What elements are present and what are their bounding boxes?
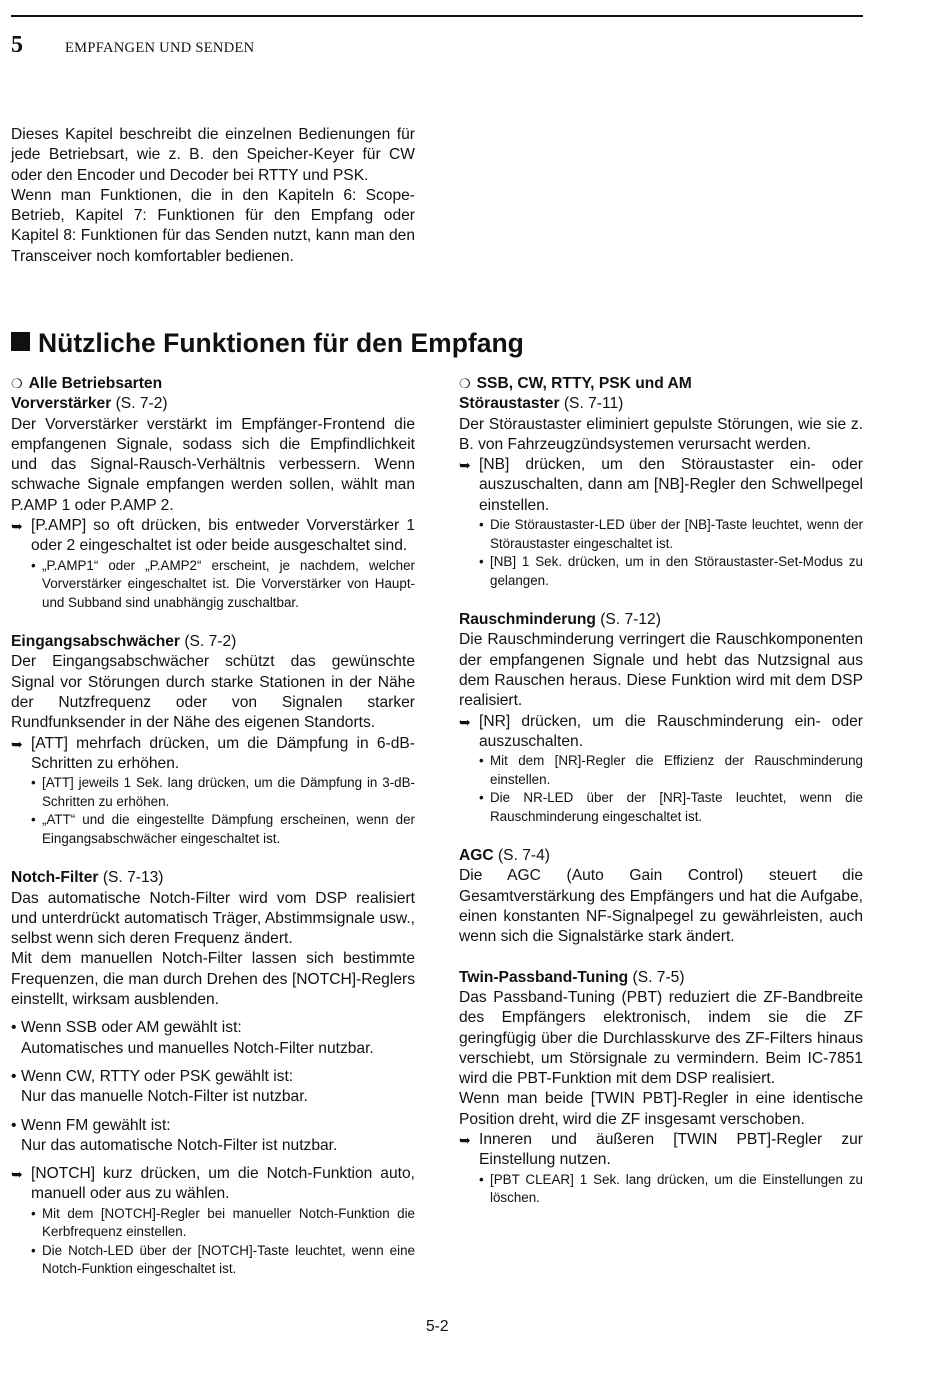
feature-heading — [459, 846, 863, 866]
action-step — [459, 1130, 863, 1171]
action-text: Inneren und äußeren [TWIN PBT]-Regler zur Einstellung nutzen. — [479, 1131, 863, 1169]
feature-body: Der Vorverstärker verstärkt im Empfänger-Frontend die empfangenen Signale, sodass sich die Empfindlichkeit und das Signal-Rausch-Verhältnis verbessern. Wenn schwache Signale empfangen werden sollen, wählt man P.AMP 1 oder P.AMP 2. — [11, 415, 415, 514]
intro-paragraph: Dieses Kapitel beschreibt die einzelnen Bedienungen für jede Betriebsart, wie z. B. den Speicher-Keyer für CW oder den Encoder und Decoder bei RTTY und PSK. — [11, 126, 415, 184]
mode-case — [11, 1116, 415, 1157]
note-text: Die NR-LED über der [NR]-Taste leuchtet, wenn die Rauschminderung eingeschaltet ist. — [490, 790, 863, 824]
left-column — [11, 374, 415, 1279]
bullet-icon: • — [31, 1205, 36, 1221]
page-number: 5-2 — [426, 1318, 449, 1335]
action-text: [NB] drücken, um den Störaustaster ein- oder auszuschalten, dann am [NB]-Regler den Schwellpegel einstellen. — [479, 456, 863, 514]
note-text: Die Notch-LED über der [NOTCH]-Taste leuchtet, wenn eine Notch-Funktion eingeschaltet ist. — [42, 1242, 415, 1277]
note-text: „ATT“ und die eingestellte Dämpfung erscheinen, wenn der Eingangsabschwächer eingeschaltet ist. — [42, 812, 415, 846]
bullet-icon: • — [31, 557, 36, 573]
bullet-icon: • — [11, 1067, 17, 1085]
bullet-icon: • — [479, 1171, 484, 1187]
feature-heading — [459, 968, 863, 988]
page-reference: (S. 7-2) — [180, 633, 237, 651]
bullet-icon: • — [479, 753, 484, 769]
case-condition: Wenn FM gewählt ist: — [21, 1116, 171, 1134]
header-rule — [11, 15, 863, 17]
section-title-text: Nützliche Funktionen für den Empfang — [38, 328, 524, 358]
chapter-title: EMPFANGEN UND SENDEN — [65, 40, 255, 56]
case-condition: Wenn SSB oder AM gewählt ist: — [21, 1019, 242, 1037]
note-item — [459, 789, 863, 826]
mode-heading-text: Alle Betriebsarten — [28, 375, 163, 392]
note-item — [11, 811, 415, 848]
page-reference: (S. 7-4) — [493, 847, 550, 865]
page-reference: (S. 7-5) — [628, 968, 685, 986]
page-reference: (S. 7-2) — [111, 395, 168, 413]
arrow-right-icon: ➥ — [459, 457, 471, 474]
bullet-icon: • — [479, 517, 484, 533]
feature-title: Störaustaster — [459, 395, 560, 413]
mode-heading — [459, 374, 863, 394]
note-item — [11, 1242, 415, 1279]
feature-body: Der Störaustaster eliminiert gepulste Störungen, wie sie z. B. von Fahrzeugzündsystemen verursacht werden. — [459, 415, 863, 453]
feature-body: Mit dem manuellen Notch-Filter lassen sich bestimmte Frequenzen, die man durch Drehen des [NOTCH]-Reglers einstellt, wirksam ausblenden. — [11, 950, 415, 1009]
note-text: Die Störaustaster-LED über der [NB]-Taste leuchtet, wenn der Störaustaster eingeschaltet ist. — [490, 517, 863, 551]
feature-heading — [459, 394, 863, 414]
note-item — [459, 1171, 863, 1208]
page-reference: (S. 7-11) — [559, 395, 624, 413]
case-result: Nur das automatische Notch-Filter ist nutzbar. — [21, 1136, 338, 1154]
feature-title: Notch-Filter — [11, 869, 99, 887]
note-text: „P.AMP1“ oder „P.AMP2“ erscheint, je nachdem, welcher Vorverstärker eingeschaltet ist. Die Vorverstärker von Haupt- und Subband sind unabhängig zuschaltbar. — [42, 557, 415, 610]
action-step — [11, 1164, 415, 1205]
bullet-icon: • — [31, 812, 36, 828]
square-bullet-icon — [11, 332, 30, 351]
feature-heading — [11, 394, 415, 414]
section-title — [11, 328, 524, 359]
circle-outline-icon: ❍ — [11, 376, 23, 391]
feature-body: Das automatische Notch-Filter wird vom DSP realisiert und unterdrückt automatisch Träger, Abstimmsignale usw., selbst wenn sich deren Frequenz ändert. — [11, 889, 415, 948]
feature-body: Die Rauschminderung verringert die Rauschkomponenten der empfangenen Signale und hebt das Nutzsignal aus dem Rauschen heraus. Diese Funktion wird mit dem DSP realisiert. — [459, 631, 863, 710]
chapter-number: 5 — [11, 32, 23, 58]
feature-title: Eingangsabschwächer — [11, 633, 180, 651]
bullet-icon: • — [11, 1019, 17, 1037]
feature-body: Die AGC (Auto Gain Control) steuert die Gesamtverstärkung des Empfängers und hat die Aufgabe, einen konstanten NF-Signalpegel zu gewährleisten, auch wenn sich die Signalstärke stark ändert. — [459, 867, 863, 946]
bullet-icon: • — [479, 790, 484, 806]
action-text: [NOTCH] kurz drücken, um die Notch-Funktion auto, manuell oder aus zu wählen. — [31, 1165, 415, 1203]
circle-outline-icon: ❍ — [459, 376, 471, 391]
action-step — [459, 455, 863, 516]
case-result: Automatisches und manuelles Notch-Filter nutzbar. — [21, 1039, 374, 1057]
mode-case — [11, 1067, 415, 1108]
arrow-right-icon: ➥ — [459, 1132, 471, 1149]
bullet-icon: • — [31, 775, 36, 791]
note-text: [PBT CLEAR] 1 Sek. lang drücken, um die Einstellungen zu löschen. — [490, 1171, 863, 1206]
mode-case — [11, 1018, 415, 1059]
feature-title: AGC — [459, 847, 494, 865]
bullet-icon: • — [11, 1116, 17, 1134]
feature-title: Vorverstärker — [11, 395, 112, 413]
feature-heading — [11, 868, 415, 888]
arrow-right-icon: ➥ — [459, 713, 471, 730]
action-text: [P.AMP] so oft drücken, bis entweder Vorverstärker 1 oder 2 eingeschaltet ist oder beide ausgeschaltet sind. — [31, 517, 415, 555]
action-step — [11, 734, 415, 775]
note-text: Mit dem [NOTCH]-Regler bei manueller Notch-Funktion die Kerbfrequenz einstellen. — [42, 1205, 415, 1240]
arrow-right-icon: ➥ — [11, 1166, 23, 1183]
bullet-icon: • — [31, 1242, 36, 1258]
note-text: [NB] 1 Sek. drücken, um in den Störaustaster-Set-Modus zu gelangen. — [490, 554, 863, 588]
note-item — [11, 1205, 415, 1242]
action-step — [11, 516, 415, 557]
case-condition: Wenn CW, RTTY oder PSK gewählt ist: — [21, 1067, 294, 1085]
page-reference: (S. 7-12) — [595, 611, 661, 629]
feature-heading — [459, 610, 863, 630]
feature-body: Der Eingangsabschwächer schützt das gewünschte Signal vor Störungen durch starke Stationen in der Nähe der Nutzfrequenz oder von Signalen starker Rundfunksender in der Nähe des eigenen Standorts. — [11, 653, 415, 732]
note-item — [459, 516, 863, 553]
intro-paragraph: Wenn man Funktionen, die in den Kapiteln 6: Scope-Betrieb, Kapitel 7: Funktionen für den Empfang oder Kapitel 8: Funktionen für das Senden nutzt, kann man den Transceiver noch komfortabler bedienen. — [11, 186, 415, 265]
feature-heading — [11, 632, 415, 652]
action-text: [ATT] mehrfach drücken, um die Dämpfung in 6-dB-Schritten zu erhöhen. — [31, 734, 415, 772]
action-text: [NR] drücken, um die Rauschminderung ein- oder auszuschalten. — [479, 712, 863, 750]
note-item — [11, 774, 415, 811]
action-step — [459, 712, 863, 753]
page-reference: (S. 7-13) — [98, 869, 164, 887]
case-result: Nur das manuelle Notch-Filter ist nutzbar. — [21, 1088, 308, 1106]
arrow-right-icon: ➥ — [11, 518, 23, 535]
note-text: [ATT] jeweils 1 Sek. lang drücken, um die Dämpfung in 3-dB-Schritten zu erhöhen. — [42, 775, 415, 809]
note-item — [459, 752, 863, 789]
intro — [11, 125, 415, 267]
feature-body: Wenn man beide [TWIN PBT]-Regler in eine identische Position dreht, wird die ZF insgesamt verschoben. — [459, 1090, 863, 1128]
mode-heading — [11, 374, 415, 394]
right-column — [459, 374, 863, 1208]
note-item — [11, 557, 415, 613]
feature-title: Rauschminderung — [459, 611, 596, 629]
note-item — [459, 553, 863, 590]
mode-heading-text: SSB, CW, RTTY, PSK und AM — [476, 375, 692, 392]
arrow-right-icon: ➥ — [11, 735, 23, 752]
bullet-icon: • — [479, 554, 484, 570]
feature-body: Das Passband-Tuning (PBT) reduziert die ZF-Bandbreite des Empfängers elektronisch, indem sie die ZF geringfügig über die Durchlasskurve des ZF-Filters hinaus verschiebt, um Störsignale zu vermindern. Beim IC-7851 wird die PBT-Funktion mit dem DSP realisiert. — [459, 988, 863, 1088]
note-text: Mit dem [NR]-Regler die Effizienz der Rauschminderung einstellen. — [490, 753, 863, 787]
feature-title: Twin-Passband-Tuning — [459, 968, 629, 986]
